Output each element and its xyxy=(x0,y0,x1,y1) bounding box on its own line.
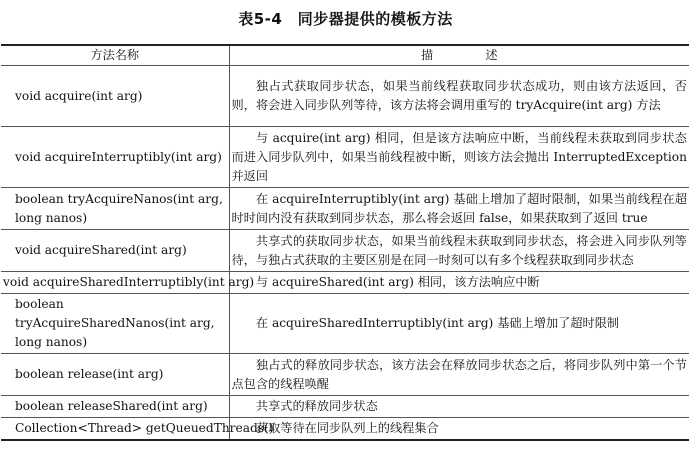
table-header-row xyxy=(1,45,689,66)
method-description-cell: 获取等待在同步队列上的线程集合 xyxy=(229,418,689,441)
method-name-cell: void acquireShared(int arg) xyxy=(1,230,229,272)
table-caption: 表5-4 同步器提供的模板方法 xyxy=(238,10,453,28)
method-name-cell: void acquireInterruptibly(int arg) xyxy=(1,127,229,188)
method-name-cell: boolean tryAcquireSharedNanos(int arg, long nanos) xyxy=(1,294,229,354)
method-name-cell: void acquireSharedInterruptibly(int arg) xyxy=(1,272,229,294)
table-row xyxy=(1,230,689,272)
method-description-cell: 在 acquireInterruptibly(int arg) 基础上增加了超时限制，如果当前线程在超时时间内没有获取到同步状态，那么将会返回 false，如果获取到了返回 true xyxy=(229,188,689,230)
methods-table xyxy=(1,44,689,441)
header-method-name: 方法名称 xyxy=(1,45,229,66)
method-name-cell: boolean releaseShared(int arg) xyxy=(1,396,229,418)
table-row xyxy=(1,418,689,441)
method-description-cell: 共享式的释放同步状态 xyxy=(229,396,689,418)
table-row xyxy=(1,127,689,188)
method-description-cell: 与 acquire(int arg) 相同，但是该方法响应中断，当前线程未获取到同步状态而进入同步队列中，如果当前线程被中断，则该方法会抛出 InterruptedException 并返回 xyxy=(229,127,689,188)
table-row xyxy=(1,272,689,294)
table-row xyxy=(1,294,689,354)
method-description-cell: 在 acquireSharedInterruptibly(int arg) 基础上增加了超时限制 xyxy=(229,294,689,354)
method-description-cell: 与 acquireShared(int arg) 相同，该方法响应中断 xyxy=(229,272,689,294)
method-description-cell: 独占式获取同步状态，如果当前线程获取同步状态成功，则由该方法返回，否则，将会进入同步队列等待，该方法将会调用重写的 tryAcquire(int arg) 方法 xyxy=(229,66,689,127)
method-description-cell: 共享式的获取同步状态，如果当前线程未获取到同步状态，将会进入同步队列等待，与独占式获取的主要区别是在同一时刻可以有多个线程获取到同步状态 xyxy=(229,230,689,272)
method-name-cell: boolean tryAcquireNanos(int arg, long nanos) xyxy=(1,188,229,230)
method-name-cell: void acquire(int arg) xyxy=(1,66,229,127)
table-row xyxy=(1,354,689,396)
table-row xyxy=(1,396,689,418)
header-description: 描 述 xyxy=(229,45,689,66)
method-description-cell: 独占式的释放同步状态，该方法会在释放同步状态之后，将同步队列中第一个节点包含的线程唤醒 xyxy=(229,354,689,396)
method-name-cell: Collection<Thread> getQueuedThreads() xyxy=(1,418,229,441)
method-name-cell: boolean release(int arg) xyxy=(1,354,229,396)
table-row xyxy=(1,66,689,127)
table-row xyxy=(1,188,689,230)
